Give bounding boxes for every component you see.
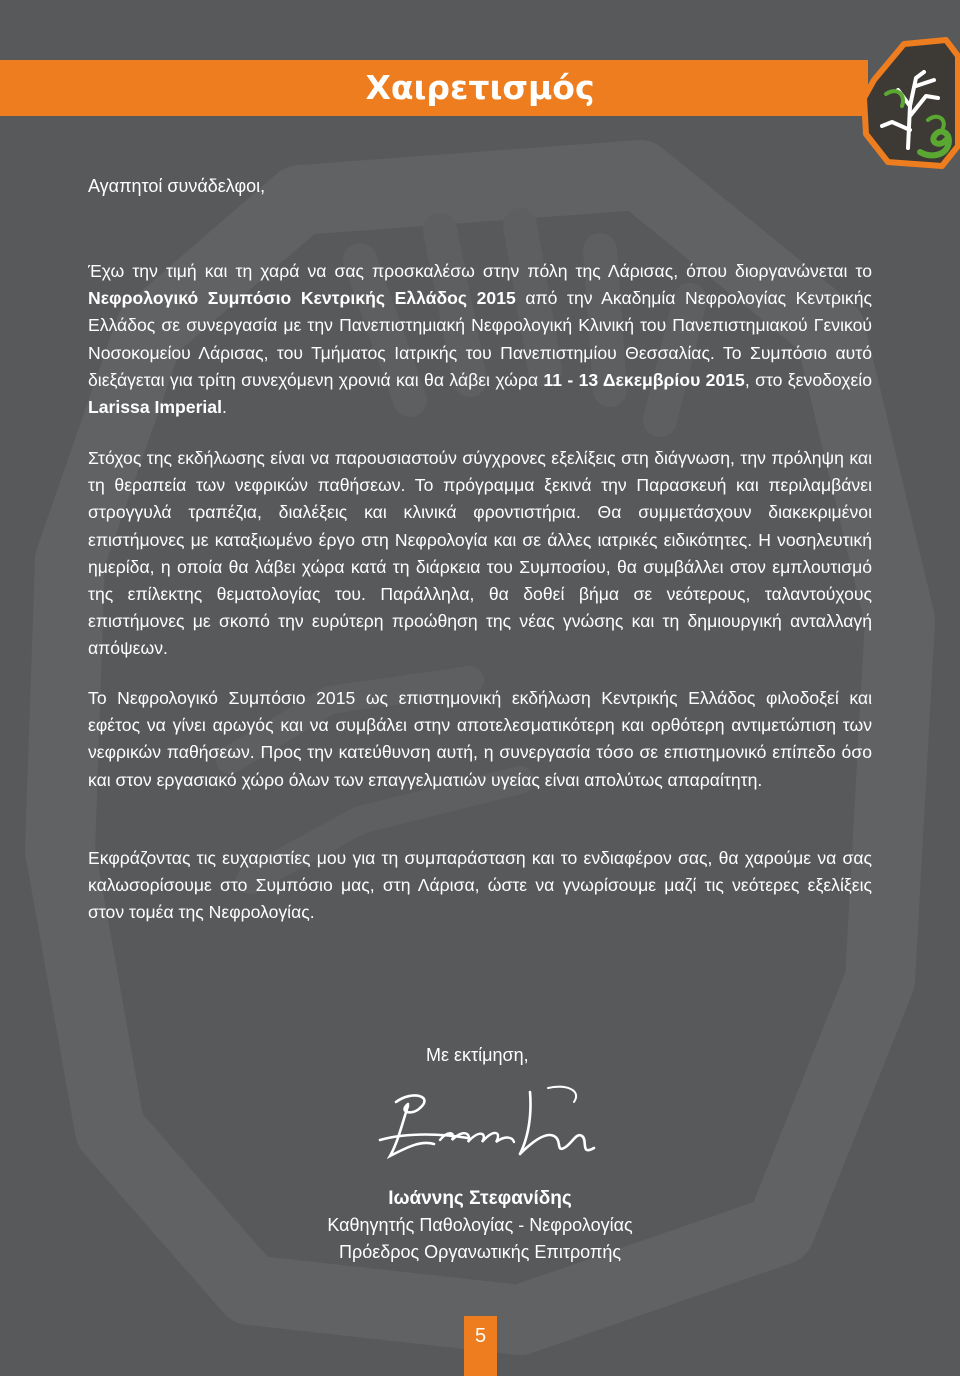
paragraph-thanks: Εκφράζοντας τις ευχαριστίες μου για τη συμπαράσταση και το ενδιαφέρον σας, θα χαρούμε να σας καλωσορίσουμε στο Συμπόσιο μας, στη Λάρισα, ώστε να γνωρίσουμε μαζί τις νεότερες εξελίξεις στον τομέα της Νεφρολογίας.: [88, 848, 872, 923]
paragraph-invitation: [88, 258, 872, 421]
handwritten-signature: [368, 1082, 608, 1170]
closing: Με εκτίμηση,: [426, 1045, 529, 1065]
paragraph-aims: Το Νεφρολογικό Συμπόσιο 2015 ως επιστημονική εκδήλωση Κεντρικής Ελλάδος φιλοδοξεί και εφέτος να γίνει αρωγός και να συμβάλει στην αποτελεσματικότερη και ορθότερη αντιμετώπιση των νεφρικών παθήσεων. Προς την κατεύθυνση αυτή, η συνεργασία τόσο σε επιστημονικό επίπεδο όσο και στον εργασιακό χώρο όλων των επαγγελματιών υγείας είναι απολύτως απαραίτητη.: [88, 688, 872, 790]
page-number: 5: [474, 1325, 487, 1347]
p1-text-2: από την Ακαδημία Νεφρολογίας Κεντρικής Ελλάδος σε συνεργασία με την Πανεπιστημιακή Νεφρολογική Κλινική του Πανεπιστημιακού Γενικού Νοσοκομείου Λάρισας, του Τμήματος Ιατρικής του Πανεπιστημίου Θεσσαλίας. Το Συμπόσιο αυτό διεξάγεται για τρίτη συνεχόμενη χρονιά και θα λάβει χώρα: [88, 288, 872, 390]
symposium-dates: 11 - 13 Δεκεμβρίου 2015: [543, 369, 745, 390]
signature-block: [0, 1185, 960, 1266]
paragraph-goals: Στόχος της εκδήλωσης είναι να παρουσιαστούν σύγχρονες εξελίξεις στη διάγνωση, την πρόληψη και τη θεραπεία των νεφρικών παθήσεων. Το πρόγραμμα ξεκινά την Παρασκευή και περιλαμβάνει στρογγυλά τραπέζια, διαλέξεις και κλινικά φροντιστήρια. Θα συμμετάσχουν διακεκριμένοι επιστήμονες με καταξιωμένο έργο στη Νεφρολογία και σε άλλες ιατρικές ειδικότητες. Η νοσηλευτική ημερίδα, η οποία θα λάβει χώρα κατά τη διάρκεια του Συμποσίου, θα συμβάλλει στον εμπλουτισμό της επίλεκτης θεματολογίας του. Παράλληλα, θα δοθεί βήμα σε νεότερους, ταλαντούχους επιστήμονες με σκοπό την ευρύτερη προώθηση της νέας γνώσης και τη δημιουργική ανταλλαγή απόψεων.: [88, 448, 872, 659]
p1-text-3: , στο ξενοδοχείο: [744, 369, 872, 390]
kidney-tree-logo-icon: [858, 36, 960, 170]
p1-text-1: Έχω την τιμή και τη χαρά να σας προσκαλέσω στην πόλη της Λάρισας, όπου διοργανώνεται το: [88, 261, 872, 281]
p1-text-4: .: [221, 397, 227, 418]
signer-title: Καθηγητής Παθολογίας - Νεφρολογίας: [327, 1215, 633, 1235]
page-title: Χαιρετισμός: [365, 68, 595, 107]
signer-role: Πρόεδρος Οργανωτικής Επιτροπής: [338, 1242, 622, 1262]
signer-name: Ιωάννης Στεφανίδης: [388, 1188, 572, 1209]
salutation: Αγαπητοί συνάδελφοι,: [88, 176, 266, 196]
symposium-venue: Larissa Imperial: [88, 397, 222, 418]
symposium-name: Νεφρολογικό Συμπόσιο Κεντρικής Ελλάδος 2015: [88, 288, 516, 309]
